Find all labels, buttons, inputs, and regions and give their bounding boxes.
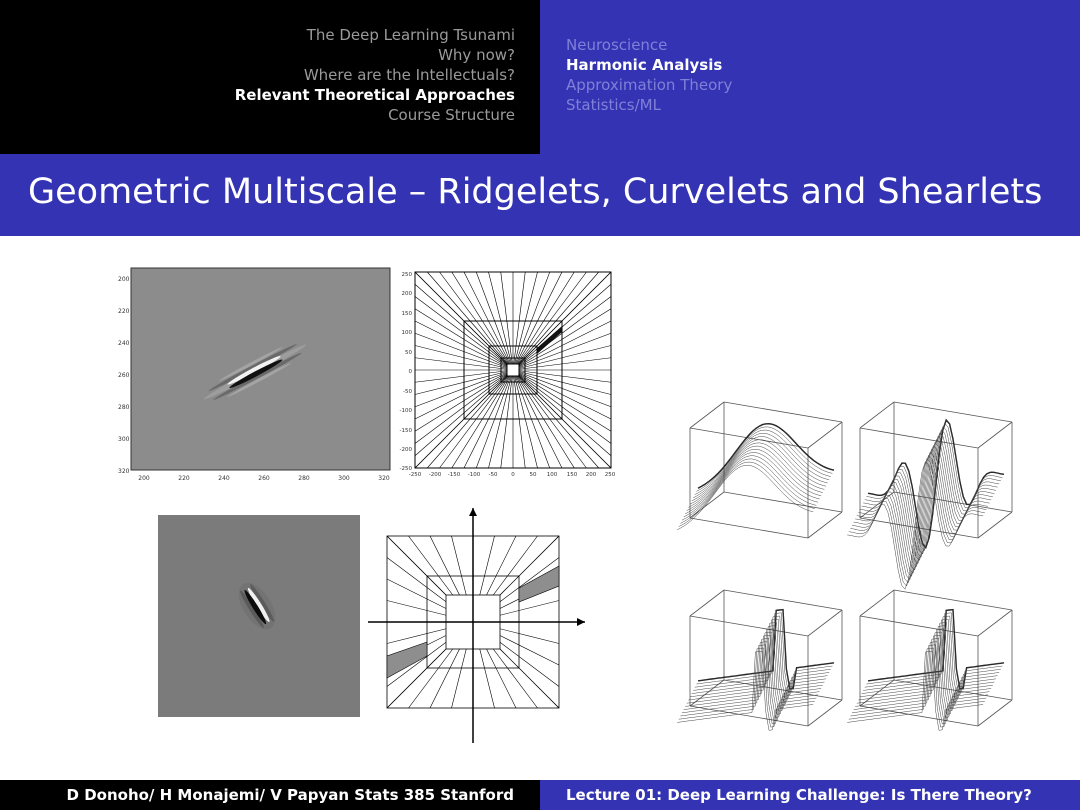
tiling-x-tick: -250	[408, 472, 422, 478]
surface-mesh-line	[854, 638, 990, 717]
diagram-line	[724, 402, 842, 422]
surface-mesh-line	[847, 651, 983, 730]
surface-mesh-line	[854, 449, 990, 577]
diagram-line	[978, 422, 1012, 448]
tiling-x-tick: -100	[467, 472, 481, 478]
tiling-y-tick: -150	[399, 428, 412, 434]
surface-mesh-line	[852, 452, 988, 580]
surface-mesh-line	[677, 651, 813, 730]
surface-mesh-line	[866, 423, 1002, 551]
diagram-line	[978, 700, 1012, 726]
surface-mesh-line	[865, 426, 1001, 554]
shearlet-tiling-diagram	[368, 508, 585, 743]
surface-mesh-line	[862, 433, 998, 561]
diagram-line	[690, 616, 808, 636]
ridgelet-x-tick: 280	[298, 475, 310, 482]
surface-mesh-line	[695, 616, 831, 695]
ridgelet-y-tick: 260	[118, 372, 130, 379]
tiling-y-tick: 200	[401, 291, 412, 297]
tiling-y-tick: -50	[403, 389, 412, 395]
surface-mesh-line	[850, 455, 986, 583]
diagram-line	[808, 422, 842, 448]
surface-mesh-line	[858, 629, 994, 708]
surface-profile	[868, 610, 1004, 689]
tiling-y-tick: -250	[399, 466, 412, 472]
diagram-line	[808, 700, 842, 726]
surface-mesh-line	[865, 616, 1001, 695]
nav-section-why-now[interactable]: Why now?	[438, 46, 515, 64]
tiling-x-tick: 150	[566, 472, 578, 478]
tiling-y-tick: -100	[399, 408, 412, 414]
diagram-line	[894, 590, 1012, 610]
surface-mesh-line	[863, 430, 999, 558]
tiling-y-ticks	[400, 272, 413, 472]
ridgelet-x-tick: 260	[258, 475, 270, 482]
surface-mesh-line	[855, 635, 991, 714]
surface-profile	[698, 610, 834, 689]
surface-mesh-line	[868, 610, 1004, 689]
diagram-line	[690, 402, 724, 428]
tiling-y-tick: 250	[401, 272, 412, 278]
ridgelet-x-ticks	[138, 475, 390, 482]
diagram-line	[860, 616, 978, 636]
nav-subsection-neuroscience[interactable]: Neuroscience	[566, 36, 668, 54]
surface-mesh-line	[684, 638, 820, 717]
tiling-x-ticks	[409, 472, 616, 478]
tiling-x-tick: -150	[447, 472, 461, 478]
nav-section-course-structure[interactable]: Course Structure	[388, 106, 515, 124]
diagram-line	[860, 402, 894, 428]
subsection-nav	[566, 35, 732, 115]
surface-mesh-line	[696, 613, 832, 692]
nav-section-intellectuals[interactable]: Where are the Intellectuals?	[303, 66, 515, 84]
ridgelet-y-tick: 280	[118, 404, 130, 411]
diagram-line	[860, 590, 894, 616]
slide-content	[0, 236, 1080, 780]
diagram-line	[978, 610, 1012, 636]
surface-plots	[677, 402, 1012, 730]
tiling-x-tick: -200	[428, 472, 442, 478]
tiling-x-tick: 50	[529, 472, 537, 478]
diagram-line	[690, 518, 808, 538]
tiling-y-tick: -200	[399, 447, 412, 453]
ridgelet-y-tick: 220	[118, 308, 130, 315]
tiling-x-tick: -50	[488, 472, 498, 478]
surface-plot	[677, 590, 842, 730]
footer-lecture-bar	[540, 780, 1080, 810]
surface-mesh-line	[849, 458, 985, 586]
footer-lecture-title: Lecture 01: Deep Learning Challenge: Is There Theory?	[566, 786, 1032, 804]
ridgelet-y-tick: 300	[118, 436, 130, 443]
slide-title: Geometric Multiscale – Ridgelets, Curvelets and Shearlets	[28, 172, 1043, 212]
surface-mesh-line	[687, 632, 823, 711]
diagram-line	[690, 706, 808, 726]
nav-subsection-approximation-theory[interactable]: Approximation Theory	[566, 76, 733, 94]
surface-mesh-line	[852, 642, 988, 721]
surface-mesh-line	[847, 462, 983, 590]
diagram-line	[894, 402, 1012, 422]
surface-mesh-line	[698, 610, 834, 689]
header-sections-panel	[0, 0, 540, 154]
tiling-x-tick: 200	[585, 472, 597, 478]
tiling-x-tick: 100	[546, 472, 558, 478]
surface-mesh-line	[860, 436, 996, 564]
tiling-x-tick: 250	[604, 472, 616, 478]
ridgelet-x-tick: 220	[178, 475, 190, 482]
nav-section-theoretical-approaches[interactable]: Relevant Theoretical Approaches	[234, 86, 515, 104]
ridgelet-image-figure	[118, 268, 390, 482]
diagram-line	[808, 512, 842, 538]
nav-section-deep-learning-tsunami[interactable]: The Deep Learning Tsunami	[306, 26, 515, 44]
footer-authors: D Donoho/ H Monajemi/ V Papyan Stats 385 Stanford	[66, 786, 514, 804]
ridgelet-y-tick: 240	[118, 340, 130, 347]
tiling-y-tick: 150	[401, 311, 412, 317]
ridgelet-y-tick: 200	[118, 276, 130, 283]
figures-canvas	[0, 236, 1080, 780]
frequency-tiling-plot	[400, 272, 616, 478]
surface-mesh-line	[857, 632, 993, 711]
ridgelet-x-tick: 300	[338, 475, 350, 482]
surface-mesh-line	[682, 642, 818, 721]
curvelet-image-figure	[158, 515, 360, 717]
diagram-line	[860, 706, 978, 726]
surface-plot	[677, 402, 842, 538]
section-nav	[235, 25, 515, 125]
diagram-line	[808, 610, 842, 636]
ridgelet-x-tick: 200	[138, 475, 150, 482]
surface-mesh-line	[868, 420, 1004, 548]
ridgelet-y-ticks	[118, 276, 130, 475]
surface-mesh-line	[685, 635, 821, 714]
surface-mesh-line	[855, 446, 991, 574]
surface-mesh-line	[690, 626, 826, 705]
surface-plot	[847, 402, 1012, 589]
surface-mesh-line	[866, 613, 1002, 692]
diagram-line	[724, 590, 842, 610]
tiling-y-tick: 50	[405, 350, 412, 356]
tiling-y-tick: 0	[408, 369, 412, 375]
diagram-line	[724, 492, 842, 512]
nav-subsection-statistics-ml[interactable]: Statistics/ML	[566, 96, 661, 114]
surface-mesh-line	[860, 626, 996, 705]
diagram-line	[690, 590, 724, 616]
ridgelet-x-tick: 240	[218, 475, 230, 482]
footer-authors-bar	[0, 780, 540, 810]
tiling-x-tick: 0	[511, 472, 515, 478]
surface-plot	[847, 590, 1012, 730]
ridgelet-y-tick: 320	[118, 468, 130, 475]
tiling-y-tick: 100	[401, 330, 412, 336]
surface-mesh-line	[857, 442, 993, 570]
header-subsections-panel	[540, 0, 1080, 154]
ridgelet-x-tick: 320	[378, 475, 390, 482]
nav-subsection-harmonic-analysis[interactable]: Harmonic Analysis	[566, 56, 723, 74]
surface-mesh-line	[688, 629, 824, 708]
slide-title-bar	[0, 154, 1080, 236]
diagram-line	[860, 428, 978, 448]
